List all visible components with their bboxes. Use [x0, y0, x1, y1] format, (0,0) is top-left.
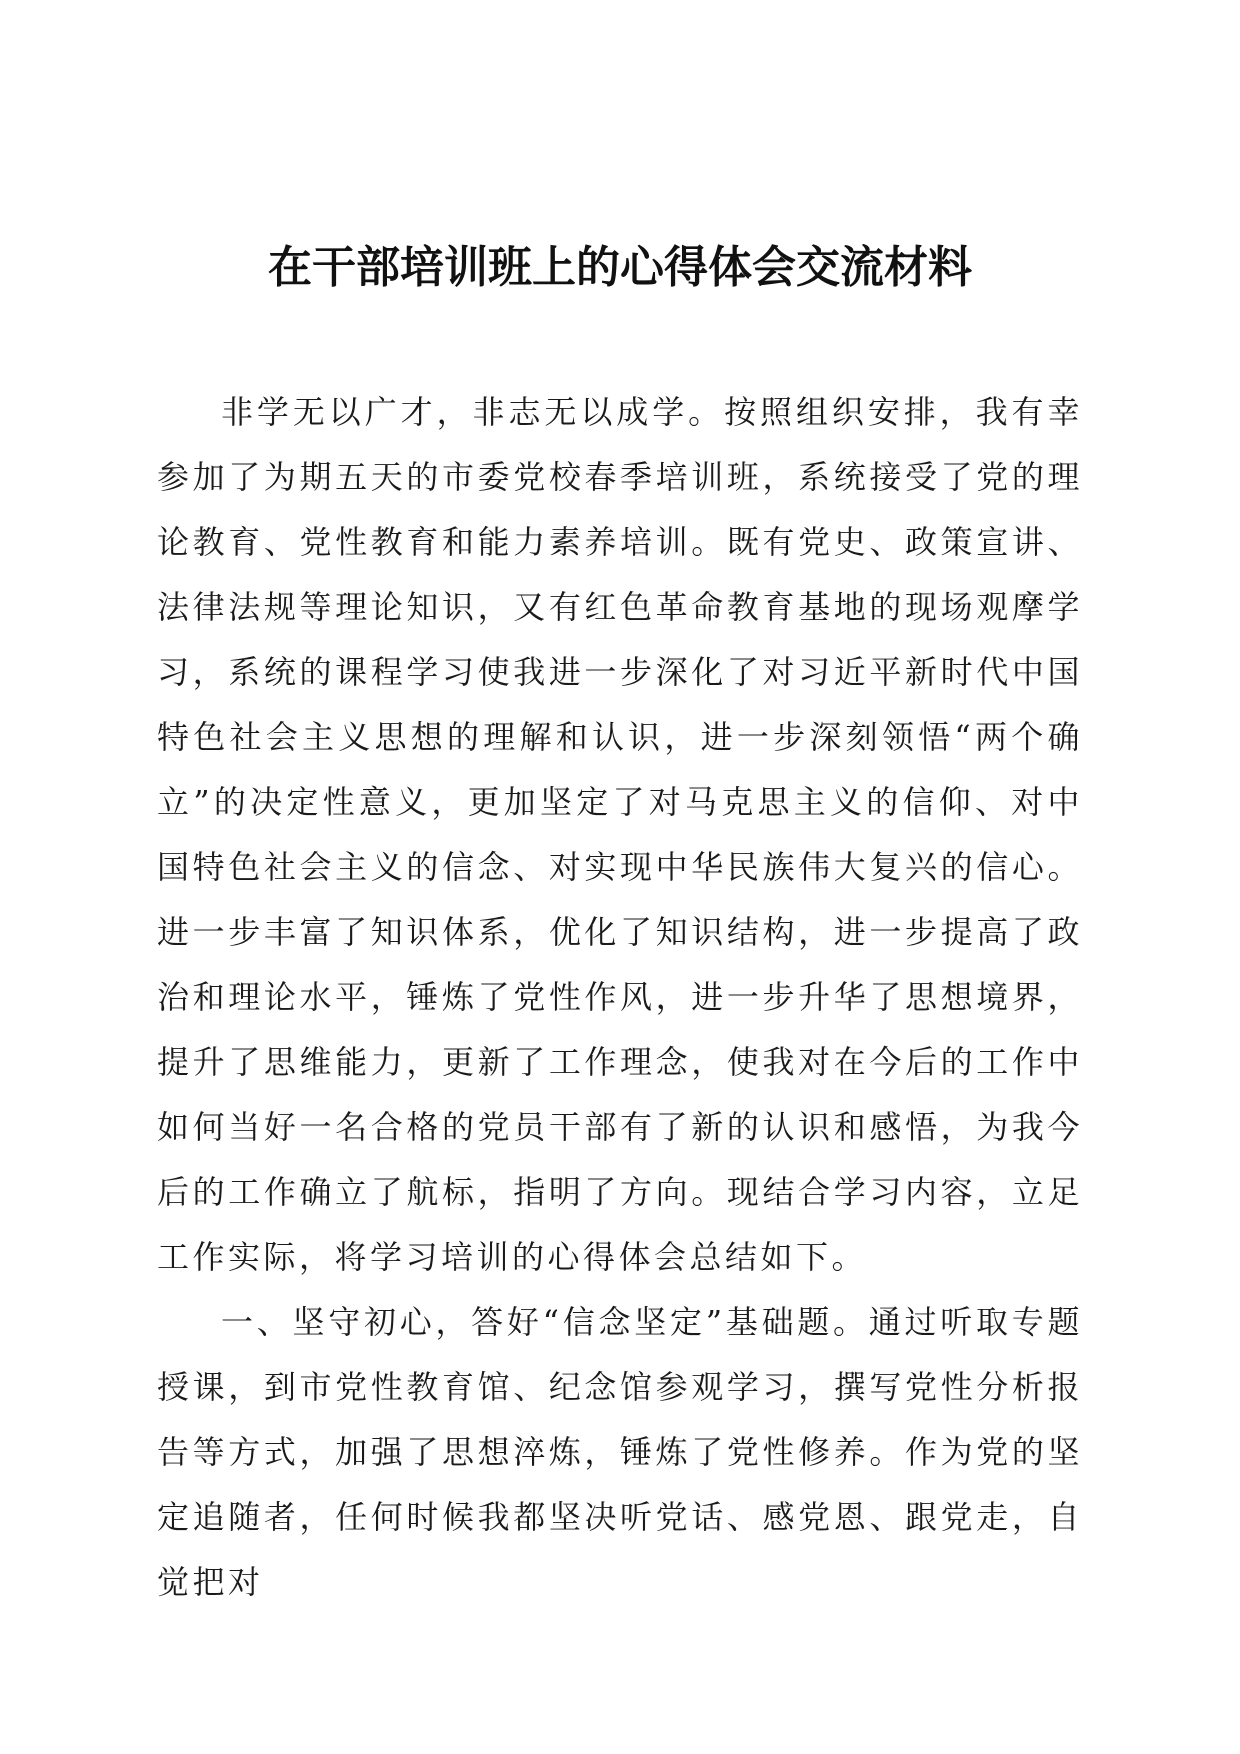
document-title: 在干部培训班上的心得体会交流材料: [268, 242, 972, 293]
document-body: [157, 380, 1083, 1615]
paragraph-section-one: 一、坚守初心，答好“信念坚定”基础题。通过听取专题授课，到市党性教育馆、纪念馆参观学习，撰写党性分析报告等方式，加强了思想淬炼，锤炼了党性修养。作为党的坚定追随者，任何时候我都坚决听党话、感党恩、跟党走，自觉把对: [157, 1303, 1083, 1601]
paragraph-intro: 非学无以广才，非志无以成学。按照组织安排，我有幸参加了为期五天的市委党校春季培训班，系统接受了党的理论教育、党性教育和能力素养培训。既有党史、政策宣讲、法律法规等理论知识，又有红色革命教育基地的现场观摩学习，系统的课程学习使我进一步深化了对习近平新时代中国特色社会主义思想的理解和认识，进一步深刻领悟“两个确立”的决定性意义，更加坚定了对马克思主义的信仰、对中国特色社会主义的信念、对实现中华民族伟大复兴的信心。进一步丰富了知识体系，优化了知识结构，进一步提高了政治和理论水平，锤炼了党性作风，进一步升华了思想境界，提升了思维能力，更新了工作理念，使我对在今后的工作中如何当好一名合格的党员干部有了新的认识和感悟，为我今后的工作确立了航标，指明了方向。现结合学习内容，立足工作实际，将学习培训的心得体会总结如下。: [157, 393, 1083, 1276]
